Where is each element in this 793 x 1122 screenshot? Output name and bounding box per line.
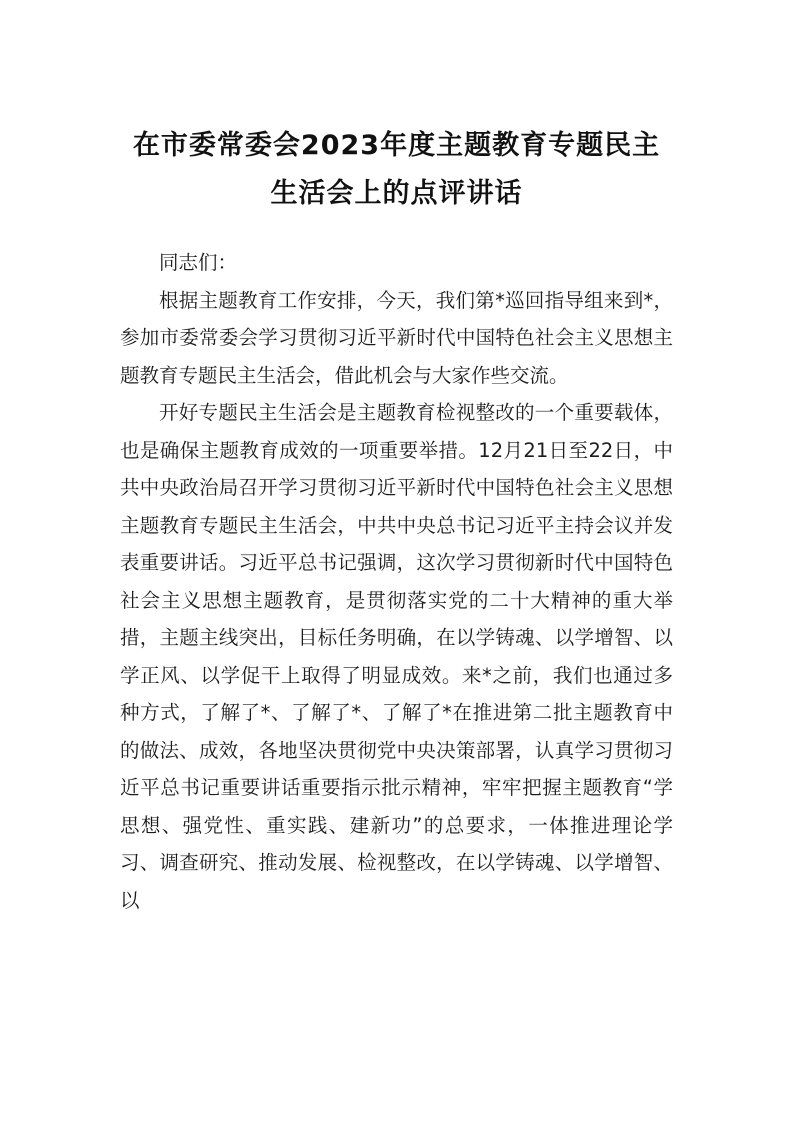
paragraph-2: 开好专题民主生活会是主题教育检视整改的一个重要载体，也是确保主题教育成效的一项重要举措。12月21日至22日，中共中央政治局召开学习贯彻习近平新时代中国特色社会主义思想主题教育专题民主生活会，中共中央总书记习近平主持会议并发表重要讲话。习近平总书记强调，这次学习贯彻新时代中国特色社会主义思想主题教育，是贯彻落实党的二十大精神的重大举措，主题主线突出，目标任务明确，在以学铸魂、以学增智、以学正风、以学促干上取得了明显成效。来*之前，我们也通过多种方式，了解了*、了解了*、了解了*在推进第二批主题教育中的做法、成效，各地坚决贯彻党中央决策部署，认真学习贯彻习近平总书记重要讲话重要指示批示精神，牢牢把握主题教育“学思想、强党性、重实践、建新功”的总要求，一体推进理论学习、调查研究、推动发展、检视整改，在以学铸魂、以学增智、以 xyxy=(120,401,673,912)
title-line-2: 生活会上的点评讲话 xyxy=(270,178,523,209)
document-body xyxy=(120,244,673,919)
document-title xyxy=(120,122,673,218)
paragraph-1: 根据主题教育工作安排，今天，我们第*巡回指导组来到*，参加市委常委会学习贯彻习近平新时代中国特色社会主义思想主题教育专题民主生活会，借此机会与大家作些交流。 xyxy=(120,288,673,387)
title-line-1: 在市委常委会2023年度主题教育专题民主 xyxy=(132,130,661,161)
salutation: 同志们： xyxy=(159,251,238,274)
